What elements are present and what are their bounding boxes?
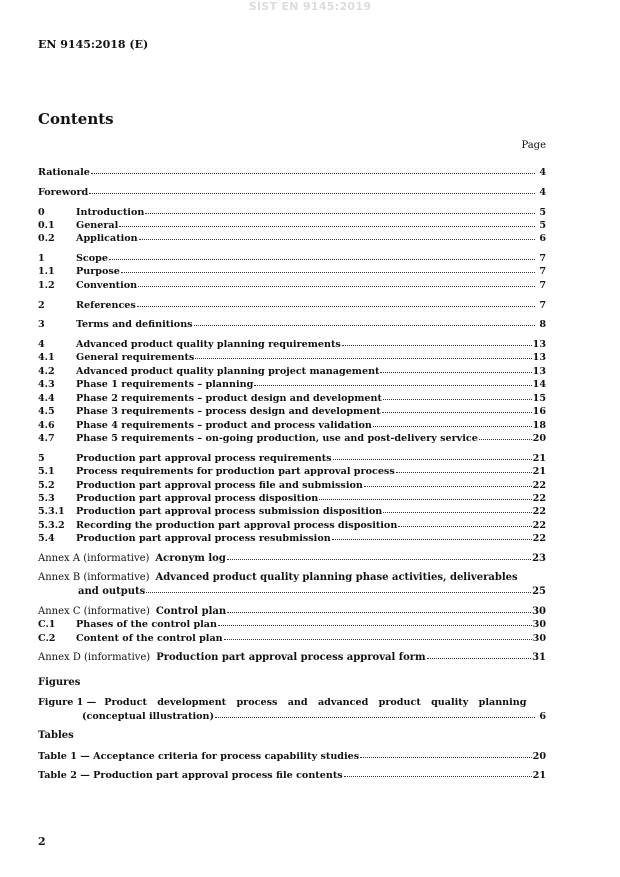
leader-dots — [194, 317, 535, 326]
toc-entry-number: 4.3 — [38, 379, 55, 390]
toc-entry-number: C.2 — [38, 633, 56, 644]
leader-dots — [254, 377, 531, 386]
toc-entry[interactable] — [38, 232, 546, 245]
toc-entry-page: 5 — [539, 207, 546, 218]
toc-entry-number: 5.4 — [38, 533, 55, 544]
document-id: EN 9145:2018 (E) — [38, 38, 149, 51]
annex-title: Advanced product quality planning phase activities, deliverables — [155, 572, 518, 583]
toc-entry-number: 5.1 — [38, 466, 55, 477]
toc-entry-page: 22 — [532, 520, 546, 531]
toc-entry-page: 4 — [539, 167, 546, 178]
leader-dots — [138, 278, 535, 287]
toc-entry-title: Phase 2 requirements – product design and development — [76, 393, 382, 404]
toc-entry[interactable] — [38, 166, 546, 179]
annex-prefix: Annex A (informative) — [38, 553, 150, 564]
leader-dots — [333, 451, 532, 460]
leader-dots — [398, 518, 531, 527]
leader-dots — [146, 584, 531, 593]
leader-dots — [427, 650, 531, 659]
table-page: 20 — [532, 751, 546, 762]
toc-entry-page: 18 — [532, 420, 546, 431]
toc-entry-number: 1 — [38, 253, 45, 264]
toc-entry-page: 21 — [532, 466, 546, 477]
toc-entry-page: 7 — [539, 253, 546, 264]
leader-dots — [319, 491, 531, 500]
toc-entry-page: 7 — [539, 280, 546, 291]
toc-entry[interactable] — [38, 465, 546, 478]
toc-entry-number: 4.4 — [38, 393, 55, 404]
toc-entry-title: Terms and definitions — [76, 319, 193, 330]
leader-dots — [360, 749, 531, 758]
toc-entry-number: 5.3.2 — [38, 520, 65, 531]
toc-entry-number: 0.1 — [38, 220, 55, 231]
page-column-label: Page — [521, 140, 546, 151]
leader-dots — [91, 165, 535, 174]
leader-dots — [224, 631, 532, 640]
tables-heading-text: Tables — [38, 730, 74, 741]
annex-page: 30 — [532, 606, 546, 617]
toc-entry-page: 5 — [539, 220, 546, 231]
leader-dots — [137, 298, 535, 307]
annex-title: Production part approval process approval form — [156, 652, 426, 663]
toc-entry[interactable] — [38, 265, 546, 278]
leader-dots — [218, 617, 532, 626]
toc-entry-page: 22 — [532, 493, 546, 504]
toc-entry-page: 7 — [539, 266, 546, 277]
toc-entry-number: 4.5 — [38, 406, 55, 417]
toc-entry-title: Foreword — [38, 187, 89, 198]
toc-entry-title: Phase 4 requirements – product and process validation — [76, 420, 372, 431]
toc-figure-1[interactable] — [38, 697, 527, 709]
toc-entry-number: 4 — [38, 339, 45, 350]
toc-annex-d[interactable] — [38, 651, 546, 664]
leader-dots — [383, 504, 531, 513]
toc-entry-number: 2 — [38, 300, 45, 311]
toc-entry[interactable] — [38, 279, 546, 292]
leader-dots — [119, 218, 535, 227]
table-title: Table 2 — Production part approval process file contents — [38, 770, 343, 781]
toc-entry[interactable] — [38, 532, 546, 545]
toc-entry-page: 15 — [532, 393, 546, 404]
toc-entry[interactable] — [38, 186, 546, 199]
toc-entry[interactable] — [38, 405, 546, 418]
leader-dots — [89, 185, 535, 194]
toc-entry[interactable] — [38, 419, 546, 432]
toc-entry-page: 13 — [532, 352, 546, 363]
toc-entry-page: 22 — [532, 506, 546, 517]
toc-entry-page: 8 — [539, 319, 546, 330]
toc-entry[interactable] — [38, 505, 546, 518]
figures-heading-text: Figures — [38, 677, 81, 688]
toc-entry-title: Production part approval process resubmission — [76, 533, 331, 544]
toc-annex-a[interactable] — [38, 552, 546, 565]
toc-entry-number: 3 — [38, 319, 45, 330]
toc-entry-number: 1.1 — [38, 266, 55, 277]
toc-entry-page: 22 — [532, 533, 546, 544]
toc-entry-title: Process requirements for production part approval process — [76, 466, 395, 477]
leader-dots — [479, 431, 532, 440]
toc-entry-page: 30 — [532, 633, 546, 644]
annex-page: 25 — [532, 586, 546, 597]
leader-dots — [332, 531, 532, 540]
toc-entry-title: Rationale — [38, 167, 90, 178]
toc-entry-page: 22 — [532, 480, 546, 491]
leader-dots — [121, 264, 535, 273]
toc-entry[interactable] — [38, 351, 546, 364]
toc-table-1[interactable] — [38, 750, 546, 763]
contents-heading: Contents — [38, 110, 114, 128]
toc-entry-page: 6 — [539, 233, 546, 244]
leader-dots — [380, 364, 531, 373]
page-number: 2 — [38, 835, 46, 848]
toc-entry-number: 4.1 — [38, 352, 55, 363]
toc-entry-number: 5.3.1 — [38, 506, 65, 517]
toc-entry-title: Convention — [76, 280, 138, 291]
toc-entry-number: 5 — [38, 453, 45, 464]
toc-entry-title: Advanced product quality planning requirements — [76, 339, 341, 350]
leader-dots — [227, 551, 531, 560]
toc-entry[interactable] — [38, 618, 546, 631]
toc-entry-page: 14 — [532, 379, 546, 390]
toc-entry-page: 13 — [532, 339, 546, 350]
tables-heading — [38, 730, 546, 742]
annex-title: Control plan — [155, 606, 227, 617]
watermark: SIST EN 9145:2019 — [248, 0, 372, 13]
annex-title-continued: and outputs — [78, 586, 146, 597]
toc-entry-title: Purpose — [76, 266, 120, 277]
toc-entry-title: Phases of the control plan — [76, 619, 217, 630]
figures-heading — [38, 677, 546, 689]
figure-title-continued: (conceptual illustration) — [82, 711, 215, 722]
annex-prefix: Annex C (informative) — [38, 606, 150, 617]
toc-entry-title: Content of the control plan — [76, 633, 223, 644]
toc-entry-title: Production part approval process submission disposition — [76, 506, 383, 517]
toc-entry-page: 30 — [532, 619, 546, 630]
leader-dots — [382, 404, 532, 413]
toc-entry-title: General — [76, 220, 119, 231]
toc-figure-1-continued[interactable] — [82, 710, 546, 723]
toc-entry-number: 4.6 — [38, 420, 55, 431]
annex-title: Acronym log — [155, 553, 226, 564]
toc-entry-number: 1.2 — [38, 280, 55, 291]
toc-entry-title: References — [76, 300, 136, 311]
toc-entry-title: Phase 3 requirements – process design and development — [76, 406, 381, 417]
leader-dots — [145, 205, 535, 214]
leader-dots — [342, 337, 532, 346]
leader-dots — [364, 478, 532, 487]
leader-dots — [109, 251, 535, 260]
toc-entry[interactable] — [38, 632, 546, 645]
annex-prefix: Annex B (informative) — [38, 572, 150, 583]
annex-page: 23 — [532, 553, 546, 564]
figure-prefix: Figure 1 — — [38, 697, 97, 708]
toc-table-2[interactable] — [38, 769, 546, 782]
toc-entry-number: C.1 — [38, 619, 56, 630]
figure-page: 6 — [539, 711, 546, 722]
annex-page: 31 — [532, 652, 546, 663]
table-page: 21 — [532, 770, 546, 781]
toc-entry[interactable] — [38, 378, 546, 391]
leader-dots — [195, 350, 531, 359]
toc-entry-page: 4 — [539, 187, 546, 198]
toc-entry-title: Phase 1 requirements – planning — [76, 379, 254, 390]
toc-entry-number: 5.3 — [38, 493, 55, 504]
toc-entry-title: Introduction — [76, 207, 145, 218]
leader-dots — [215, 709, 535, 718]
toc-entry-page: 13 — [532, 366, 546, 377]
toc-entry-number: 4.2 — [38, 366, 55, 377]
leader-dots — [396, 464, 532, 473]
toc-entry-page: 16 — [532, 406, 546, 417]
toc-entry-number: 0.2 — [38, 233, 55, 244]
leader-dots — [383, 391, 532, 400]
toc-annex-b[interactable] — [38, 572, 546, 584]
toc-entry-page: 7 — [539, 300, 546, 311]
leader-dots — [139, 231, 535, 240]
leader-dots — [344, 768, 532, 777]
toc-entry[interactable] — [38, 432, 546, 445]
toc-entry-page: 20 — [532, 433, 546, 444]
table-title: Table 1 — Acceptance criteria for process capability studies — [38, 751, 360, 762]
leader-dots — [227, 604, 531, 613]
annex-prefix: Annex D (informative) — [38, 652, 151, 663]
toc-entry-title: Application — [76, 233, 138, 244]
toc-entry-title: Production part approval process disposition — [76, 493, 319, 504]
toc-entry-page: 21 — [532, 453, 546, 464]
toc-entry-title: Advanced product quality planning project management — [76, 366, 380, 377]
toc-annex-b-continued[interactable] — [78, 585, 546, 598]
toc-entry-number: 5.2 — [38, 480, 55, 491]
toc-entry-title: Recording the production part approval process disposition — [76, 520, 398, 531]
toc-entry-title: General requirements — [76, 352, 195, 363]
toc-entry[interactable] — [38, 318, 546, 331]
leader-dots — [373, 418, 532, 427]
toc-entry-title: Production part approval process file and submission — [76, 480, 363, 491]
toc-entry-number: 4.7 — [38, 433, 55, 444]
toc-entry-title: Production part approval process requirements — [76, 453, 332, 464]
toc-entry-title: Phase 5 requirements – on-going production, use and post-delivery service — [76, 433, 478, 444]
figure-title: Product development process and advanced product quality planning — [104, 697, 527, 708]
toc-entry-number: 0 — [38, 207, 45, 218]
toc-entry[interactable] — [38, 299, 546, 312]
toc-entry-title: Scope — [76, 253, 108, 264]
